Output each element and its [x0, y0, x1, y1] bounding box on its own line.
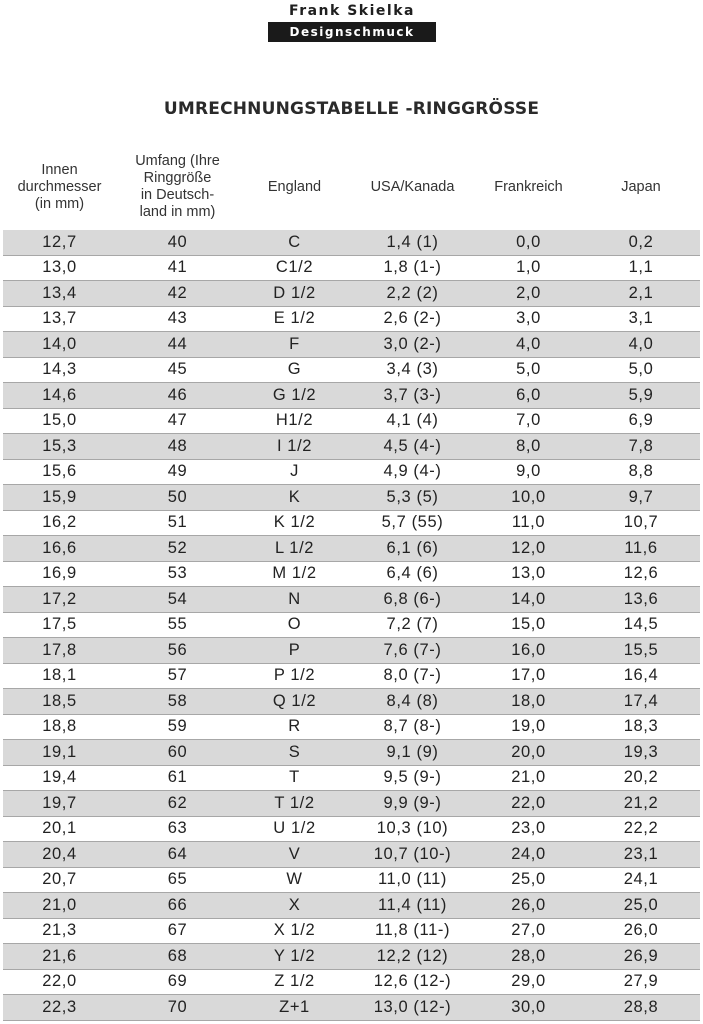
table-row — [3, 358, 700, 384]
cell-england: W — [286, 870, 303, 889]
table-row — [3, 791, 700, 817]
cell-usa-canada: 4,5 (4-) — [383, 436, 442, 455]
cell-england: U 1/2 — [273, 819, 316, 838]
cell-inner-diameter: 19,4 — [42, 768, 77, 787]
cell-england: T 1/2 — [274, 793, 315, 812]
cell-circumference: 56 — [167, 640, 188, 659]
cell-japan: 6,9 — [628, 411, 654, 430]
cell-japan: 24,1 — [623, 870, 659, 889]
cell-inner-diameter: 13,4 — [42, 283, 77, 302]
cell-inner-diameter: 15,9 — [42, 487, 77, 506]
cell-usa-canada: 12,6 (12-) — [373, 972, 452, 991]
cell-japan: 28,8 — [623, 997, 659, 1016]
table-row — [3, 281, 700, 307]
cell-england: J — [290, 462, 299, 481]
cell-inner-diameter: 13,0 — [42, 258, 77, 277]
cell-circumference: 68 — [167, 946, 188, 965]
table-row — [3, 562, 700, 588]
cell-circumference: 45 — [167, 360, 188, 379]
cell-circumference: 67 — [167, 921, 188, 940]
table-header — [3, 146, 700, 228]
cell-england: S — [288, 742, 301, 761]
cell-japan: 1,1 — [628, 258, 654, 277]
brand-logo — [268, 0, 436, 42]
cell-japan: 13,6 — [623, 589, 659, 608]
cell-inner-diameter: 21,0 — [42, 895, 77, 914]
cell-usa-canada: 13,0 (12-) — [373, 997, 452, 1016]
cell-england: K — [288, 487, 301, 506]
cell-france: 4,0 — [516, 334, 541, 353]
cell-france: 30,0 — [511, 997, 546, 1016]
cell-england: R — [288, 717, 301, 736]
cell-circumference: 48 — [167, 436, 188, 455]
table-row — [3, 817, 700, 843]
cell-japan: 7,8 — [628, 436, 654, 455]
cell-japan: 21,2 — [623, 793, 659, 812]
cell-france: 23,0 — [511, 819, 546, 838]
cell-inner-diameter: 22,0 — [42, 972, 77, 991]
cell-france: 16,0 — [511, 640, 546, 659]
table-row — [3, 970, 700, 996]
cell-japan: 11,6 — [624, 538, 658, 557]
cell-france: 17,0 — [511, 666, 546, 685]
cell-usa-canada: 3,7 (3-) — [383, 385, 442, 404]
cell-france: 10,0 — [511, 487, 546, 506]
table-row — [3, 613, 700, 639]
column-header-circumference: Umfang (Ihre Ringgröße in Deutsch- land in mm) — [135, 153, 220, 220]
cell-usa-canada: 9,5 (9-) — [383, 768, 442, 787]
cell-usa-canada: 7,2 (7) — [386, 615, 439, 634]
table-row — [3, 536, 700, 562]
cell-usa-canada: 4,9 (4-) — [383, 462, 442, 481]
table-row — [3, 919, 700, 945]
table-row — [3, 383, 700, 409]
cell-usa-canada: 11,0 (11) — [378, 870, 447, 889]
cell-france: 0,0 — [516, 232, 541, 251]
table-row — [3, 511, 700, 537]
cell-circumference: 52 — [167, 538, 188, 557]
cell-england: K 1/2 — [273, 513, 316, 532]
table-row — [3, 995, 700, 1021]
cell-japan: 5,0 — [628, 360, 654, 379]
cell-usa-canada: 3,4 (3) — [386, 360, 439, 379]
column-header-japan: Japan — [621, 178, 661, 195]
table-row — [3, 485, 700, 511]
cell-france: 8,0 — [516, 436, 541, 455]
cell-france: 27,0 — [511, 921, 546, 940]
cell-inner-diameter: 18,5 — [42, 691, 77, 710]
cell-england: X 1/2 — [273, 921, 316, 940]
cell-usa-canada: 10,3 (10) — [376, 819, 449, 838]
cell-usa-canada: 10,7 (10-) — [373, 844, 452, 863]
cell-inner-diameter: 20,1 — [42, 819, 77, 838]
cell-inner-diameter: 21,3 — [42, 921, 77, 940]
cell-inner-diameter: 17,5 — [42, 615, 77, 634]
cell-france: 26,0 — [511, 895, 546, 914]
cell-inner-diameter: 19,7 — [42, 793, 77, 812]
table-row — [3, 409, 700, 435]
cell-japan: 12,6 — [623, 564, 659, 583]
cell-england: I 1/2 — [276, 436, 313, 455]
cell-england: M 1/2 — [272, 564, 317, 583]
cell-usa-canada: 9,1 (9) — [386, 742, 439, 761]
cell-france: 19,0 — [511, 717, 546, 736]
cell-inner-diameter: 14,0 — [42, 334, 77, 353]
cell-england: Y 1/2 — [273, 946, 316, 965]
cell-inner-diameter: 20,4 — [42, 844, 77, 863]
cell-circumference: 51 — [167, 513, 188, 532]
cell-england: G — [287, 360, 302, 379]
cell-inner-diameter: 17,8 — [42, 640, 77, 659]
table-row — [3, 766, 700, 792]
cell-england: L 1/2 — [274, 538, 315, 557]
cell-england: T — [289, 768, 300, 787]
cell-france: 24,0 — [511, 844, 546, 863]
cell-japan: 22,2 — [623, 819, 659, 838]
cell-circumference: 44 — [167, 334, 188, 353]
cell-england: F — [289, 334, 300, 353]
cell-usa-canada: 7,6 (7-) — [383, 640, 442, 659]
table-body — [3, 230, 700, 1021]
cell-usa-canada: 11,4 (11) — [378, 895, 447, 914]
cell-inner-diameter: 19,1 — [42, 742, 77, 761]
cell-usa-canada: 6,4 (6) — [386, 564, 439, 583]
cell-england: V — [288, 844, 301, 863]
table-row — [3, 893, 700, 919]
cell-japan: 9,7 — [628, 487, 654, 506]
cell-inner-diameter: 15,6 — [42, 462, 77, 481]
cell-england: O — [287, 615, 302, 634]
cell-inner-diameter: 15,3 — [42, 436, 77, 455]
cell-england: N — [288, 589, 301, 608]
cell-inner-diameter: 14,3 — [42, 360, 77, 379]
cell-usa-canada: 3,0 (2-) — [383, 334, 442, 353]
table-row — [3, 944, 700, 970]
cell-france: 7,0 — [516, 411, 541, 430]
column-header-france: Frankreich — [494, 178, 563, 195]
cell-circumference: 49 — [167, 462, 188, 481]
cell-france: 13,0 — [511, 564, 546, 583]
column-header-inner-diameter: Innen durchmesser (in mm) — [17, 161, 102, 212]
cell-japan: 16,4 — [623, 666, 659, 685]
table-row — [3, 332, 700, 358]
cell-japan: 10,7 — [623, 513, 659, 532]
cell-inner-diameter: 22,3 — [42, 997, 77, 1016]
cell-circumference: 59 — [167, 717, 188, 736]
cell-france: 3,0 — [516, 309, 541, 328]
cell-england: P 1/2 — [273, 666, 316, 685]
cell-usa-canada: 1,4 (1) — [386, 232, 439, 251]
cell-japan: 4,0 — [628, 334, 654, 353]
column-header-usa-canada: USA/Kanada — [370, 178, 455, 195]
cell-england: C — [288, 232, 301, 251]
page-title: UMRECHNUNGSTABELLE -RINGGRÖSSE — [163, 99, 540, 119]
cell-circumference: 57 — [167, 666, 188, 685]
cell-inner-diameter: 16,9 — [42, 564, 77, 583]
cell-circumference: 43 — [167, 309, 188, 328]
cell-france: 12,0 — [511, 538, 546, 557]
cell-japan: 2,1 — [628, 283, 654, 302]
cell-japan: 25,0 — [623, 895, 659, 914]
table-row — [3, 740, 700, 766]
cell-england: P — [288, 640, 301, 659]
cell-france: 11,0 — [511, 513, 546, 532]
table-row — [3, 460, 700, 486]
cell-france: 21,0 — [511, 768, 546, 787]
cell-japan: 14,5 — [623, 615, 659, 634]
cell-japan: 15,5 — [623, 640, 659, 659]
cell-circumference: 61 — [167, 768, 188, 787]
table-row — [3, 256, 700, 282]
cell-england: C1/2 — [275, 258, 314, 277]
cell-france: 18,0 — [511, 691, 546, 710]
cell-circumference: 65 — [167, 870, 188, 889]
cell-circumference: 62 — [167, 793, 188, 812]
cell-england: Q 1/2 — [272, 691, 317, 710]
table-row — [3, 689, 700, 715]
cell-japan: 20,2 — [623, 768, 659, 787]
cell-inner-diameter: 13,7 — [42, 309, 77, 328]
cell-england: E 1/2 — [273, 309, 316, 328]
cell-usa-canada: 5,3 (5) — [386, 487, 439, 506]
cell-inner-diameter: 16,6 — [42, 538, 77, 557]
cell-circumference: 42 — [167, 283, 188, 302]
cell-england: G 1/2 — [272, 385, 317, 404]
cell-france: 9,0 — [516, 462, 541, 481]
cell-france: 1,0 — [516, 258, 541, 277]
table-row — [3, 307, 700, 333]
cell-usa-canada: 2,6 (2-) — [383, 309, 442, 328]
cell-japan: 5,9 — [628, 385, 654, 404]
brand-subtitle: Designschmuck — [268, 22, 436, 42]
cell-usa-canada: 8,4 (8) — [386, 691, 439, 710]
table-row — [3, 842, 700, 868]
cell-circumference: 54 — [167, 589, 188, 608]
cell-circumference: 46 — [167, 385, 188, 404]
cell-circumference: 58 — [167, 691, 188, 710]
table-row — [3, 664, 700, 690]
table-row — [3, 230, 700, 256]
table-row — [3, 715, 700, 741]
cell-japan: 19,3 — [623, 742, 659, 761]
cell-inner-diameter: 21,6 — [42, 946, 77, 965]
cell-usa-canada: 1,8 (1-) — [383, 258, 442, 277]
cell-circumference: 63 — [167, 819, 188, 838]
cell-inner-diameter: 17,2 — [42, 589, 77, 608]
cell-england: Z 1/2 — [274, 972, 315, 991]
cell-inner-diameter: 15,0 — [42, 411, 77, 430]
cell-usa-canada: 11,8 (11-) — [374, 921, 451, 940]
cell-england: D 1/2 — [273, 283, 316, 302]
cell-japan: 23,1 — [623, 844, 659, 863]
cell-france: 20,0 — [511, 742, 546, 761]
cell-japan: 3,1 — [628, 309, 654, 328]
cell-japan: 18,3 — [623, 717, 659, 736]
cell-usa-canada: 9,9 (9-) — [383, 793, 442, 812]
cell-circumference: 55 — [167, 615, 188, 634]
table-row — [3, 587, 700, 613]
cell-england: Z+1 — [279, 997, 310, 1016]
cell-circumference: 66 — [167, 895, 188, 914]
cell-france: 14,0 — [511, 589, 546, 608]
cell-circumference: 50 — [167, 487, 188, 506]
cell-france: 15,0 — [511, 615, 546, 634]
cell-japan: 0,2 — [628, 232, 654, 251]
cell-usa-canada: 12,2 (12) — [376, 946, 449, 965]
cell-france: 6,0 — [516, 385, 541, 404]
cell-usa-canada: 2,2 (2) — [386, 283, 439, 302]
cell-england: H1/2 — [275, 411, 314, 430]
cell-usa-canada: 5,7 (55) — [381, 513, 444, 532]
cell-inner-diameter: 12,7 — [42, 232, 77, 251]
cell-usa-canada: 8,7 (8-) — [383, 717, 442, 736]
cell-france: 22,0 — [511, 793, 546, 812]
cell-inner-diameter: 20,7 — [42, 870, 77, 889]
cell-usa-canada: 6,1 (6) — [386, 538, 439, 557]
cell-inner-diameter: 18,1 — [42, 666, 77, 685]
cell-france: 28,0 — [511, 946, 546, 965]
cell-japan: 17,4 — [623, 691, 659, 710]
cell-france: 2,0 — [516, 283, 541, 302]
cell-japan: 8,8 — [628, 462, 654, 481]
cell-inner-diameter: 16,2 — [42, 513, 77, 532]
cell-inner-diameter: 14,6 — [42, 385, 77, 404]
table-row — [3, 638, 700, 664]
brand-name: Frank Skielka — [289, 3, 415, 19]
cell-japan: 26,9 — [623, 946, 659, 965]
cell-france: 25,0 — [511, 870, 546, 889]
column-header-england: England — [267, 178, 322, 195]
cell-circumference: 47 — [167, 411, 188, 430]
cell-france: 5,0 — [516, 360, 541, 379]
table-row — [3, 434, 700, 460]
cell-france: 29,0 — [511, 972, 546, 991]
cell-japan: 26,0 — [623, 921, 659, 940]
cell-circumference: 69 — [167, 972, 188, 991]
cell-england: X — [288, 895, 301, 914]
cell-circumference: 70 — [167, 997, 188, 1016]
cell-usa-canada: 6,8 (6-) — [383, 589, 442, 608]
cell-inner-diameter: 18,8 — [42, 717, 77, 736]
cell-circumference: 40 — [167, 232, 188, 251]
cell-japan: 27,9 — [623, 972, 659, 991]
cell-usa-canada: 4,1 (4) — [386, 411, 439, 430]
cell-circumference: 53 — [167, 564, 188, 583]
cell-circumference: 64 — [167, 844, 188, 863]
cell-usa-canada: 8,0 (7-) — [383, 666, 442, 685]
cell-circumference: 60 — [167, 742, 188, 761]
cell-circumference: 41 — [167, 258, 188, 277]
table-row — [3, 868, 700, 894]
